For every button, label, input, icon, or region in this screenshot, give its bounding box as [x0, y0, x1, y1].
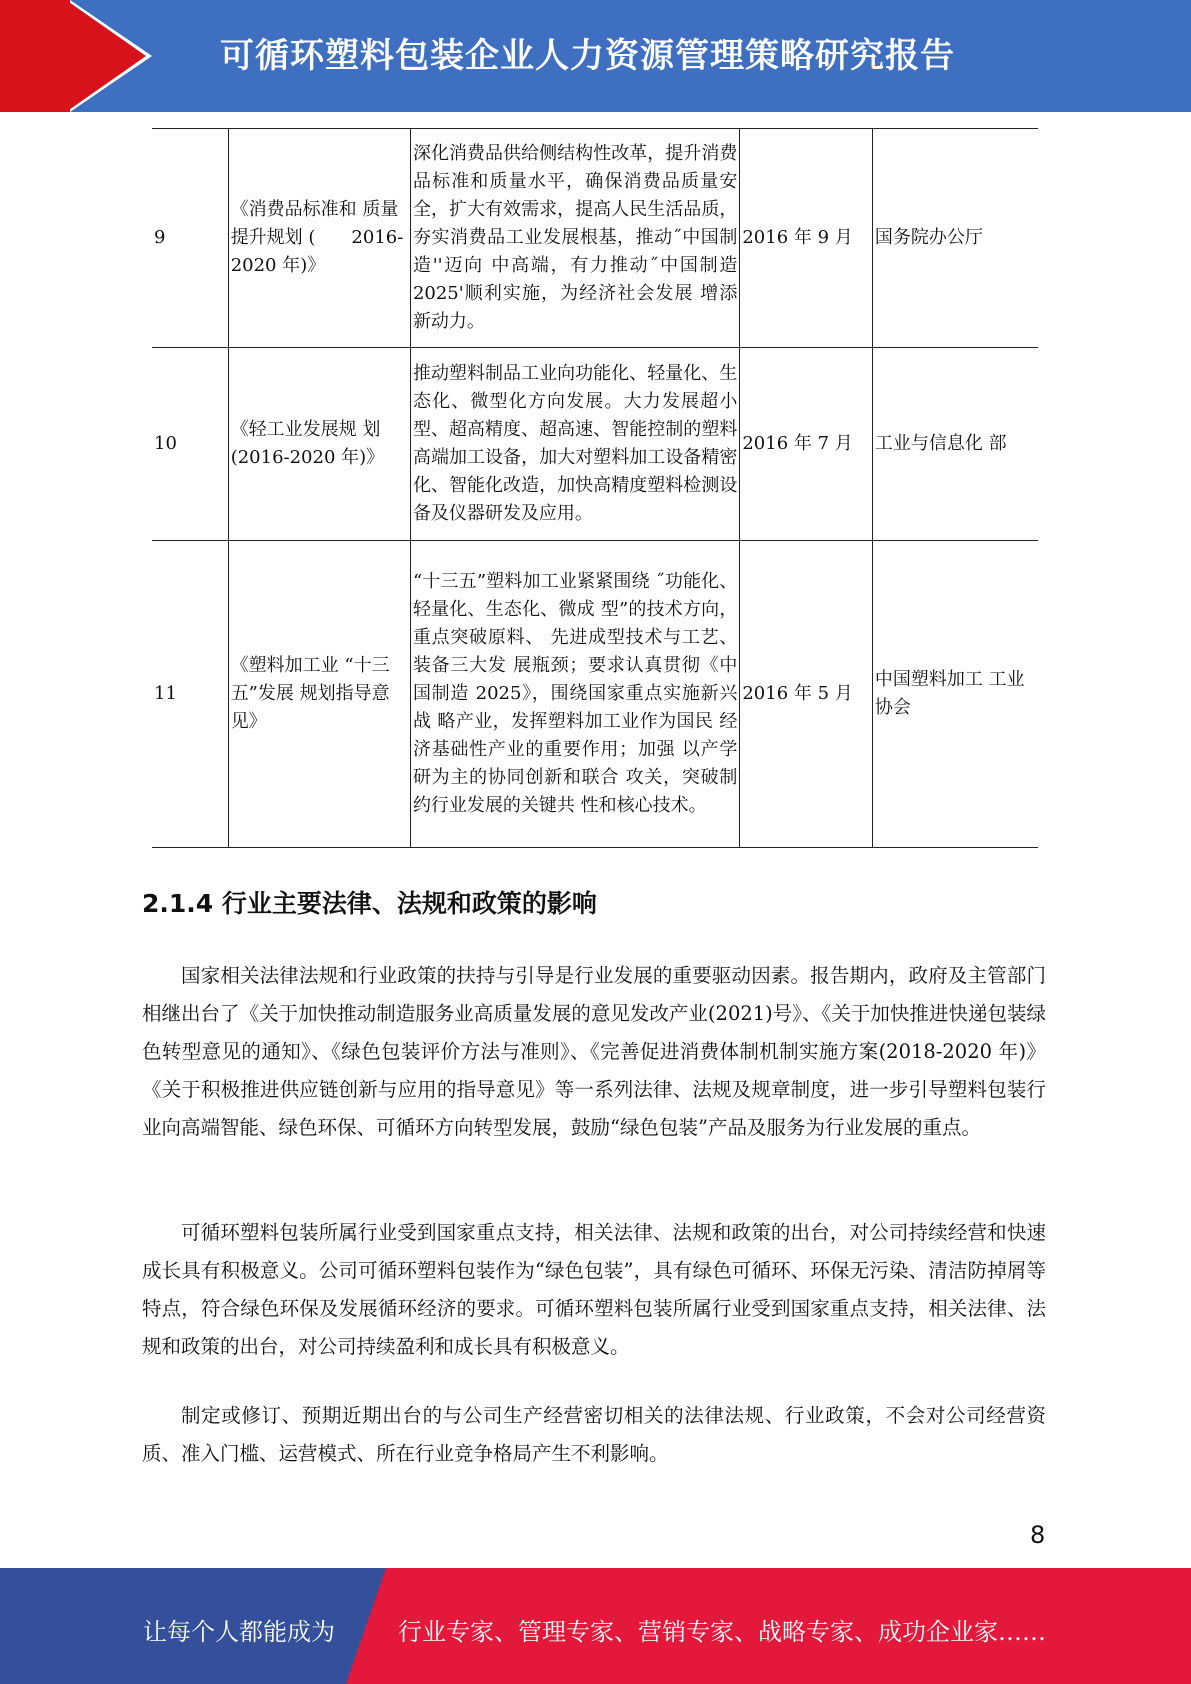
header-chevron-red — [66, 0, 146, 112]
cell-number: 10 — [152, 348, 228, 541]
page-footer — [0, 1568, 1191, 1684]
cell-policy-name: 《轻工业发展规 划 (2016-2020 年)》 — [228, 348, 410, 541]
cell-date: 2016 年 9 月 — [740, 129, 872, 348]
cell-content: 推动塑料制品工业向功能化、轻量化、生态化、微型化方向发展。大力发展超小型、超高精度、超高速、智能控制的塑料高端加工设备，加大对塑料加工设备精密化、智能化改造，加快高精度塑料检测设备及仪器研发及应用。 — [410, 348, 739, 541]
body-paragraph: 制定或修订、预期近期出台的与公司生产经营密切相关的法律法规、行业政策，不会对公司经营资质、准入门槛、运营模式、所在行业竞争格局产生不利影响。 — [142, 1404, 1046, 1465]
section-heading: 2.1.4 行业主要法律、法规和政策的影响 — [142, 889, 597, 918]
report-title: 可循环塑料包装企业人力资源管理策略研究报告 — [220, 36, 955, 76]
cell-number: 11 — [152, 541, 228, 848]
cell-policy-name: 《塑料加工业 “十三五”发展 规划指导意见》 — [228, 541, 410, 848]
page-header — [0, 0, 1191, 112]
cell-number: 9 — [152, 129, 228, 348]
cell-department: 工业与信息化 部 — [872, 348, 1038, 541]
cell-date: 2016 年 7 月 — [740, 348, 872, 541]
cell-policy-name: 《消费品标准和 质量提升规划 ( 2016-2020 年)》 — [228, 129, 410, 348]
cell-department: 国务院办公厅 — [872, 129, 1038, 348]
footer-blue-slant — [346, 1568, 386, 1684]
page-number: 8 — [1030, 1521, 1046, 1549]
table-row — [152, 348, 1038, 541]
cell-content: “十三五”塑料加工业紧紧围绕 ˝功能化、轻量化、生态化、微成 型”的技术方向，重点突破原料、 先进成型技术与工艺、装备三大发 展瓶颈；要求认真贯彻《中国制造 2025》，围绕国家重点实施新兴战 略产业，发挥塑料加工业作为国民 经济基础性产业的重要作用；加强 以产学研为主的协同创新和联合 攻关，突破制约行业发展的关键共 性和核心技术。 — [410, 541, 739, 848]
header-red-block — [0, 0, 70, 112]
footer-slogan-left: 让每个人都能成为 — [143, 1618, 335, 1646]
cell-content: 深化消费品供给侧结构性改革，提升消费品标准和质量水平，确保消费品质量安全，扩大有效需求，提高人民生活品质，夯实消费品工业发展根基，推动˝中国制造''迈向 中高端，有力推动˝中国制造 2025'顺利实施，为经济社会发展 增添新动力。 — [410, 129, 739, 348]
footer-slogan-right: 行业专家、管理专家、营销专家、战略专家、成功企业家…… — [398, 1618, 1046, 1646]
body-paragraph: 可循环塑料包装所属行业受到国家重点支持，相关法律、法规和政策的出台，对公司持续经营和快速成长具有积极意义。公司可循环塑料包装作为“绿色包装”，具有绿色可循环、环保无污染、清洁防掉屑等特点，符合绿色环保及发展循环经济的要求。可循环塑料包装所属行业受到国家重点支持，相关法律、法规和政策的出台，对公司持续盈利和成长具有积极意义。 — [142, 1221, 1046, 1358]
cell-date: 2016 年 5 月 — [740, 541, 872, 848]
table-row — [152, 129, 1038, 348]
cell-department: 中国塑料加工 工业协会 — [872, 541, 1038, 848]
table-row — [152, 541, 1038, 848]
body-paragraph: 国家相关法律法规和行业政策的扶持与引导是行业发展的重要驱动因素。报告期内，政府及主管部门相继出台了《关于加快推动制造服务业高质量发展的意见发改产业(2021)号》、《关于加快推进快递包装绿色转型意见的通知》、《绿色包装评价方法与准则》、《完善促进消费体制机制实施方案(2018-2020 年)》《关于积极推进供应链创新与应用的指导意见》等一系列法律、法规及规章制度，进一步引导塑料包装行业向高端智能、绿色环保、可循环方向转型发展，鼓励“绿色包装”产品及服务为行业发展的重点。 — [142, 964, 1046, 1139]
policy-table — [152, 128, 1038, 848]
